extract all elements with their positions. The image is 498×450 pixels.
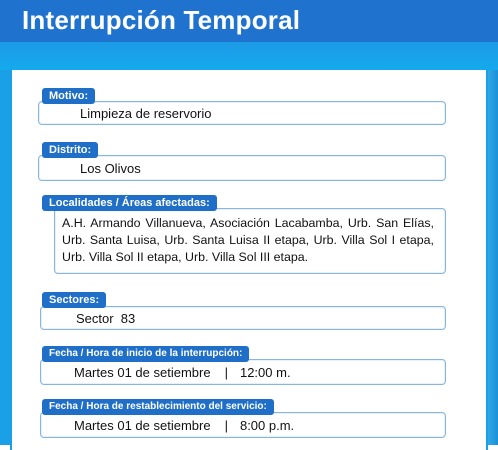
restablecimiento-label: Fecha / Hora de restablecimiento del servicio:: [42, 399, 274, 415]
header-band: [0, 42, 498, 70]
restablecimiento-value: [74, 418, 294, 433]
inicio-date: Martes 01 de setiembre: [74, 365, 211, 380]
distrito-value: Los Olivos: [80, 161, 141, 176]
inicio-label: Fecha / Hora de inicio de la interrupción:: [42, 346, 249, 362]
restablecimiento-date: Martes 01 de setiembre: [74, 418, 211, 433]
distrito-label: Distrito:: [42, 142, 98, 158]
localidades-label: Localidades / Áreas afectadas:: [42, 195, 217, 211]
inicio-time: 12:00 m.: [239, 365, 291, 380]
motivo-value: Limpieza de reservorio: [80, 106, 212, 121]
localidades-value: A.H. Armando Villanueva, Asociación Lacabamba, Urb. San Elías, Urb. Santa Luisa, Urb. Santa Luisa II etapa, Urb. Villa Sol I etapa, Urb. Villa Sol II etapa, Urb. Villa Sol III etapa.: [62, 216, 434, 264]
inicio-value: [74, 365, 291, 380]
page-title: Interrupción Temporal: [22, 5, 301, 35]
inicio-separator: |: [224, 365, 228, 380]
restablecimiento-separator: |: [224, 418, 228, 433]
sectores-label: Sectores:: [42, 292, 106, 308]
header-bar: [0, 0, 498, 42]
motivo-label: Motivo:: [42, 88, 95, 104]
restablecimiento-time: 8:00 p.m.: [239, 418, 295, 433]
left-frame: [0, 70, 10, 445]
sectores-value: Sector 83: [76, 311, 136, 326]
